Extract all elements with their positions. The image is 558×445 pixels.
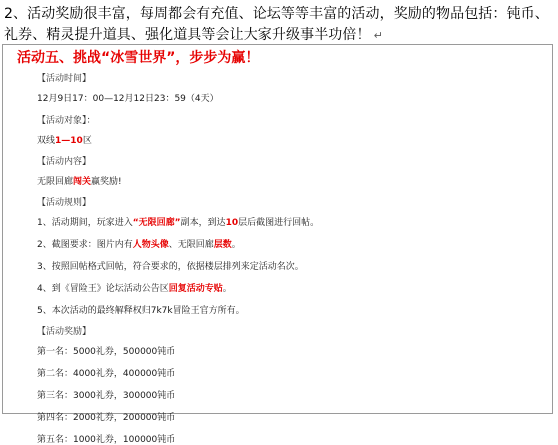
rule-text: 。: [231, 240, 241, 250]
rule-item: [37, 237, 241, 250]
time-header: 【活动时间】: [37, 74, 92, 84]
event-content: [37, 174, 122, 187]
rule-highlight: 回复活动专贴: [168, 284, 223, 294]
rule-text: 层后截图进行回帖。: [238, 218, 320, 228]
reward-item: 第三名：3000礼券，300000钝币: [37, 391, 176, 401]
content-highlight: 闯关: [73, 177, 92, 187]
rules-header: 【活动规则】: [37, 198, 92, 208]
rule-text: 2、截图要求：图片内有: [37, 240, 133, 250]
intro-text: 2、活动奖励很丰富，每周都会有充值、论坛等等丰富的活动，奖励的物品包括：钝币、礼券、精灵提升道具、强化道具等会让大家升级事半功倍！: [4, 6, 549, 43]
target-prefix: 双线: [37, 136, 56, 146]
reward-item: 第一名：5000礼券，500000钝币: [37, 347, 176, 357]
reward-item: 第五名：1000礼券，100000钝币: [37, 435, 176, 445]
reward-item: 第二名：4000礼券，400000钝币: [37, 369, 176, 379]
target-header: 【活动对象】：: [37, 116, 96, 126]
content-suffix: 赢奖励!: [91, 177, 122, 187]
event-target: [37, 133, 92, 146]
intro-paragraph: [4, 4, 554, 46]
rule-highlight: 层数: [213, 240, 232, 250]
rule-text: 5、本次活动的最终解释权归7k7k冒险王官方所有。: [37, 306, 245, 316]
target-highlight: 1—10: [55, 136, 83, 146]
rule-text: 、无限回廊: [168, 240, 214, 250]
rule-text: 1、活动期间，玩家进入: [37, 218, 133, 228]
rule-text: 副本，到达: [180, 218, 226, 228]
content-header: 【活动内容】: [37, 157, 92, 167]
rewards-header: 【活动奖励】: [37, 327, 92, 337]
rule-item: [37, 215, 319, 228]
rule-highlight: “无限回廊”: [132, 218, 181, 228]
rule-highlight: 10: [225, 218, 239, 228]
rule-text: 4、到《冒险王》论坛活动公告区: [37, 284, 169, 294]
paragraph-mark-icon: ↵: [373, 29, 383, 42]
reward-item: 第四名：2000礼券，200000钝币: [37, 413, 176, 423]
target-suffix: 区: [82, 136, 92, 146]
rule-text: 3、按照回帖格式回帖，符合要求的，依据楼层排列来定活动名次。: [37, 262, 304, 272]
rule-item: [37, 281, 232, 294]
event-title: 活动五、挑战“冰雪世界”，步步为赢！: [17, 50, 260, 66]
rule-item: [37, 303, 245, 316]
rule-text: 。: [222, 284, 232, 294]
rule-highlight: 人物头像: [132, 240, 169, 250]
rule-item: [37, 259, 304, 272]
event-announcement-image: [2, 44, 553, 445]
event-time: 12月9日17：00—12月12日23：59（4天）: [37, 94, 219, 104]
content-prefix: 无限回廊: [37, 177, 74, 187]
